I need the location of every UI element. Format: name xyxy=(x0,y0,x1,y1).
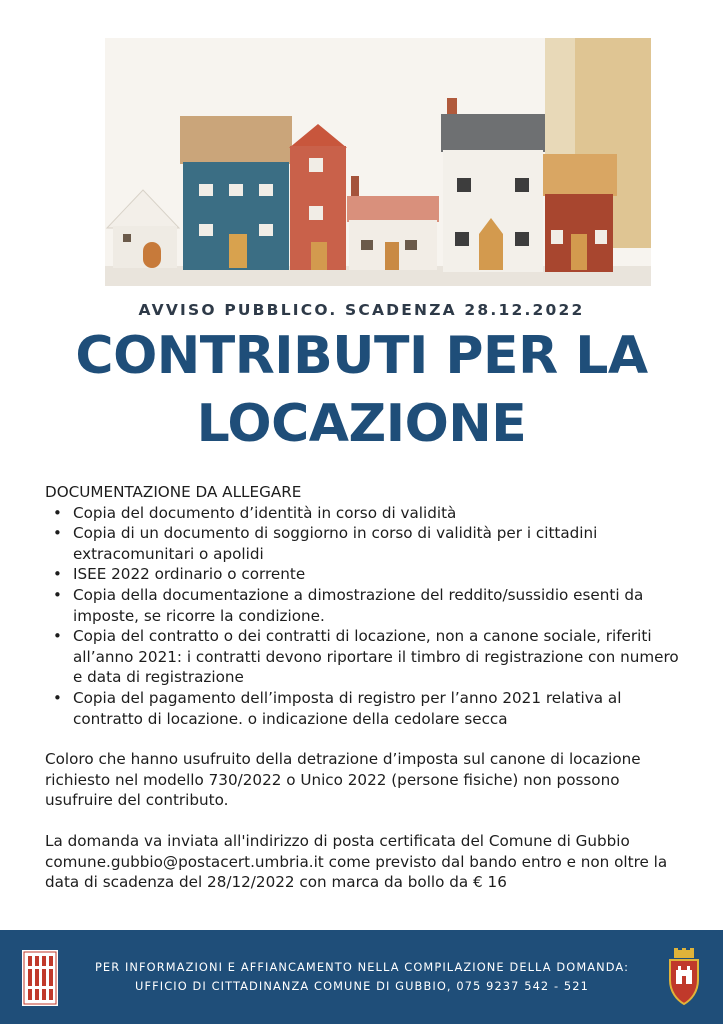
content-body xyxy=(45,482,685,893)
title-line-1: CONTRIBUTI PER LA xyxy=(75,326,648,386)
deduction-note: Coloro che hanno usufruito della detrazione d’imposta sul canone di locazione richiesto nel modello 730/2022 o Unico 2022 (persone fisiche) non possono usufruire del contributo. xyxy=(45,750,641,810)
documents-heading: DOCUMENTAZIONE DA ALLEGARE xyxy=(45,483,302,501)
page-title xyxy=(0,322,723,458)
list-item: • Copia del pagamento dell’imposta di registro per l’anno 2021 relativa al contratto di locazione. o indicazione della cedolare secca xyxy=(73,688,685,729)
footer-bar xyxy=(0,930,723,1024)
footer-line-1: PER INFORMAZIONI E AFFIANCAMENTO NELLA COMPILAZIONE DELLA DOMANDA: xyxy=(94,960,630,974)
list-item: • Copia di un documento di soggiorno in corso di validità per i cittadini extracomunitari o apolidi xyxy=(73,523,685,564)
documents-list xyxy=(45,503,685,730)
list-item: • Copia del contratto o dei contratti di locazione, non a canone sociale, riferiti all’anno 2021: i contratti devono riportare il timbro di registrazione con numero e data di registrazione xyxy=(73,626,685,688)
regional-logo-icon xyxy=(22,950,58,1006)
footer-info xyxy=(72,958,652,996)
list-item: • Copia della documentazione a dimostrazione del reddito/sussidio esenti da imposte, se ricorre la condizione. xyxy=(73,585,685,626)
notice-subtitle: AVVISO PUBBLICO. SCADENZA 28.12.2022 xyxy=(138,301,585,319)
footer-line-2: UFFICIO DI CITTADINANZA COMUNE DI GUBBIO, 075 9237 542 - 521 xyxy=(135,979,589,993)
city-coat-of-arms-icon xyxy=(664,948,704,1006)
hero-houses-image xyxy=(105,38,651,286)
list-item: • ISEE 2022 ordinario o corrente xyxy=(73,564,685,585)
list-item: • Copia del documento d’identità in corso di validità xyxy=(73,503,685,524)
title-line-2: LOCAZIONE xyxy=(196,394,527,454)
submission-note: La domanda va inviata all'indirizzo di posta certificata del Comune di Gubbio comune.gubbio@postacert.umbria.it come previsto dal bando entro e non oltre la data di scadenza del 28/12/2022 con marca da bollo da € 16 xyxy=(45,831,668,892)
